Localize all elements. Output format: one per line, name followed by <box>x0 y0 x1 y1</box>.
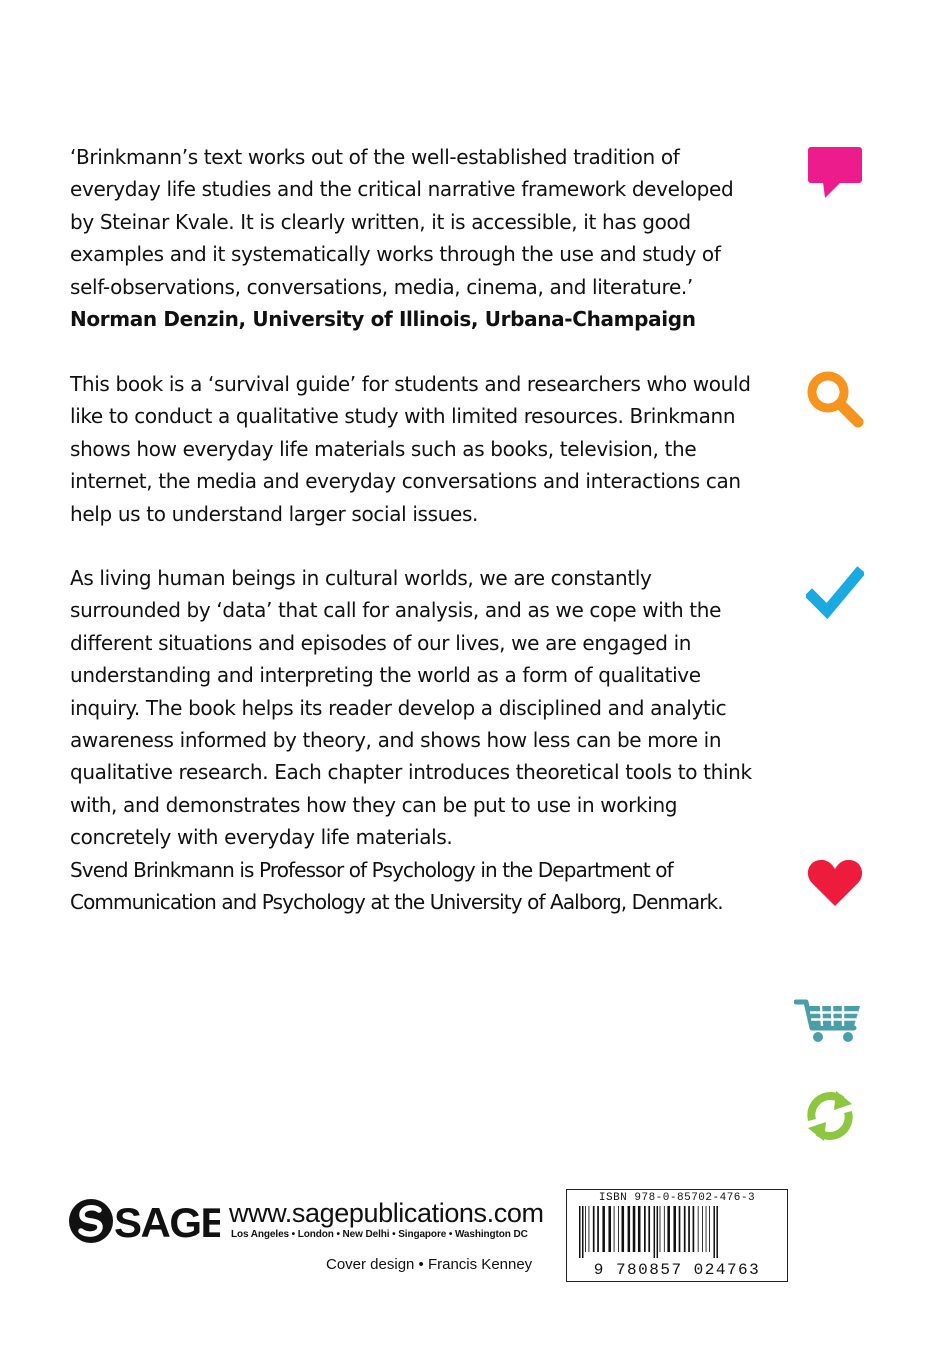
barcode-digits: 9 780857 024763 <box>593 1261 761 1279</box>
endorsement-block <box>70 141 760 335</box>
shopping-cart-icon <box>794 996 864 1044</box>
sage-logo <box>68 1198 220 1248</box>
publisher-url[interactable]: www.sagepublications.com <box>229 1198 544 1228</box>
cover-design-credit: Cover design • Francis Kenney <box>326 1256 533 1273</box>
description-paragraph-2: As living human beings in cultural worlds, we are constantly surrounded by ‘data’ that call for analysis, and as we cope with the different situations and episodes of our lives, we are engaged in understanding and interpreting the world as a form of qualitative inquiry. The book helps its reader develop a disciplined and analytic awareness informed by theory, and shows how less can be more in qualitative research. Each chapter introduces theoretical tools to think with, and demonstrates how they can be put to use in working concretely with everyday life materials. <box>70 566 752 850</box>
speech-bubble-icon <box>807 146 863 200</box>
heart-icon <box>807 858 863 908</box>
barcode-bars <box>575 1206 781 1258</box>
description-paragraph-1: This book is a ‘survival guide’ for students and researchers who would like to conduct a qualitative study with limited resources. Brinkmann shows how everyday life materials such as books, television, the internet, the media and everyday conversations and interactions can help us to understand larger social issues. <box>70 372 751 526</box>
sage-wordmark: SAGE <box>114 1199 220 1244</box>
magnifier-icon <box>806 370 864 428</box>
endorsement-attribution: Norman Denzin, University of Illinois, Urbana-Champaign <box>70 307 696 332</box>
refresh-icon <box>802 1088 858 1144</box>
author-bio: Svend Brinkmann is Professor of Psychology in the Department of Communication and Psychology at the University of Aalborg, Denmark. <box>70 858 723 915</box>
publisher-cities: Los Angeles • London • New Delhi • Singapore • Washington DC <box>231 1229 528 1240</box>
checkmark-icon <box>806 566 864 622</box>
endorsement-quote: ‘Brinkmann’s text works out of the well-established tradition of everyday life studies and the critical narrative framework developed by Steinar Kvale. It is clearly written, it is accessible, it has good examples and it systematically works through the use and study of self-observations, conversations, media, cinema, and literature.’ <box>70 145 734 299</box>
isbn-label: ISBN 978-0-85702-476-3 <box>598 1192 756 1204</box>
isbn-barcode <box>566 1189 788 1282</box>
